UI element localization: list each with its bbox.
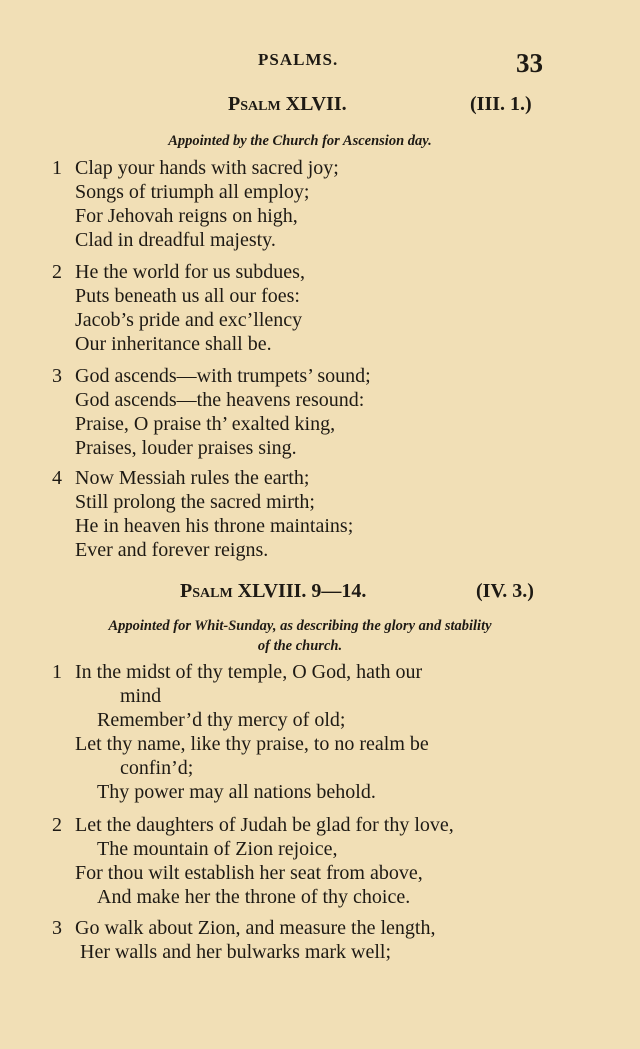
appointed-line: of the church. <box>257 638 343 654</box>
verse-line: confin’d; <box>120 757 194 779</box>
verse-line: Now Messiah rules the earth; <box>75 467 310 489</box>
stanza-number: 2 <box>52 814 62 836</box>
verse-line: The mountain of Zion rejoice, <box>97 838 338 860</box>
verse-line: For Jehovah reigns on high, <box>75 205 298 227</box>
verse-line: Jacob’s pride and exc’llency <box>75 309 303 331</box>
verse-line: He the world for us subdues, <box>75 261 305 283</box>
stanza-number: 1 <box>52 661 62 683</box>
stanza-number: 3 <box>52 917 62 939</box>
stanza-number: 2 <box>52 261 62 283</box>
psalm-48-heading <box>0 580 640 610</box>
stanza-number: 3 <box>52 365 62 387</box>
verse-line: Praise, O praise th’ exalted king, <box>75 413 336 435</box>
running-head <box>0 48 640 78</box>
psalm-48-appointed <box>40 616 560 656</box>
psalm-48-tune: (IV. 3.) <box>476 580 534 602</box>
verse-line: He in heaven his throne maintains; <box>75 515 354 537</box>
psalm-47-heading <box>0 93 640 123</box>
verse-line: Remember’d thy mercy of old; <box>97 709 346 731</box>
verse-line: Puts beneath us all our foes: <box>75 285 300 307</box>
psalm-47-appointed: Appointed by the Church for Ascension day. <box>168 133 432 149</box>
verse-line: God ascends—the heavens resound: <box>75 389 365 411</box>
stanza-number: 4 <box>52 467 62 489</box>
psalm-48-title: Psalm XLVIII. 9—14. <box>180 580 367 602</box>
verse-line: Songs of triumph all employ; <box>75 181 310 203</box>
verse-line: Thy power may all nations behold. <box>97 781 376 803</box>
page-number: 33 <box>516 48 543 78</box>
verse-line: Still prolong the sacred mirth; <box>75 491 315 513</box>
appointed-line: Appointed for Whit-Sunday, as describing the glory and stability <box>108 618 492 634</box>
verse-line: In the midst of thy temple, O God, hath our <box>75 661 423 683</box>
psalm-47-title: Psalm XLVII. <box>228 93 347 115</box>
verse-line: Her walls and her bulwarks mark well; <box>80 941 392 963</box>
stanza-number: 1 <box>52 157 62 179</box>
verse-line: Clap your hands with sacred joy; <box>75 157 339 179</box>
verse-line: And make her the throne of thy choice. <box>97 886 411 908</box>
verse-line: Let the daughters of Judah be glad for thy love, <box>75 814 454 836</box>
verse-line: Let thy name, like thy praise, to no realm be <box>75 733 429 755</box>
running-title: PSALMS. <box>258 50 339 69</box>
verse-line: Clad in dreadful majesty. <box>75 229 276 251</box>
verse-line: Our inheritance shall be. <box>75 333 272 355</box>
psalm-47-tune: (III. 1.) <box>470 93 532 115</box>
verse-line: Go walk about Zion, and measure the length, <box>75 917 436 939</box>
verse-line: For thou wilt establish her seat from above, <box>75 862 423 884</box>
verse-line: mind <box>120 685 162 707</box>
verse-line: Praises, louder praises sing. <box>75 437 297 459</box>
verse-line: Ever and forever reigns. <box>75 539 269 561</box>
verse-line: God ascends—with trumpets’ sound; <box>75 365 371 387</box>
